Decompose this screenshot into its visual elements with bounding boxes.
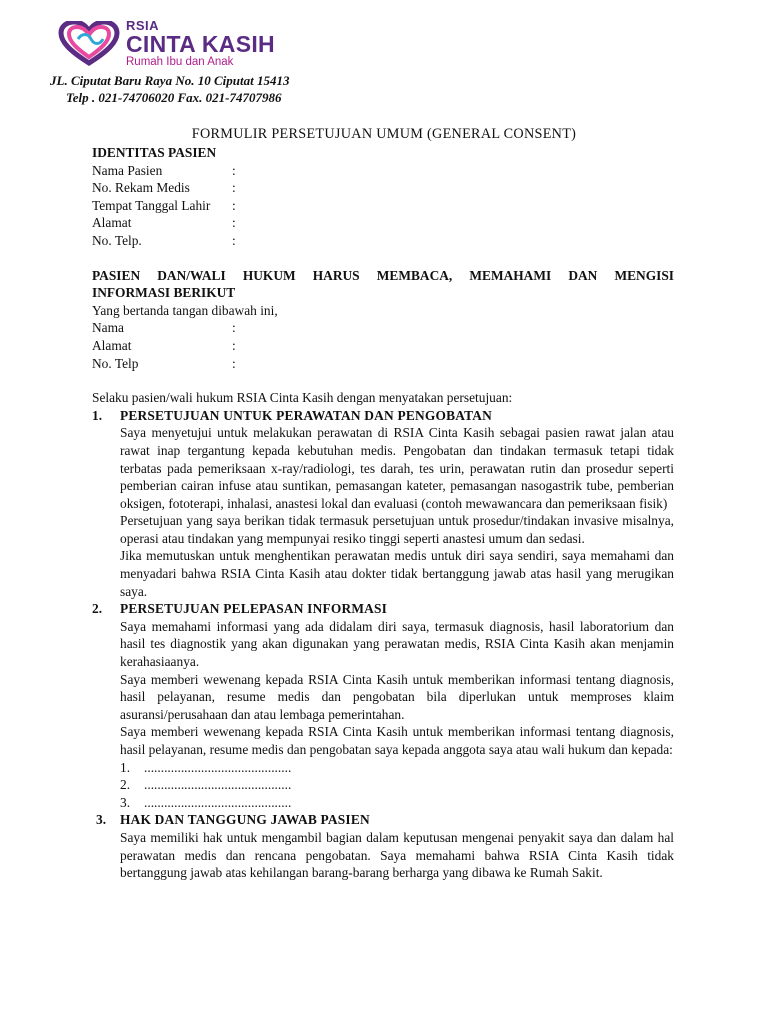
logo-small-text: RSIA xyxy=(126,18,160,34)
field-row-ttl: Tempat Tanggal Lahir : xyxy=(92,197,236,213)
field-label: Nama xyxy=(92,320,124,336)
consent-intro: Selaku pasien/wali hukum RSIA Cinta Kasih dengan menyatakan persetujuan: xyxy=(92,390,513,406)
field-row-nama: Nama : xyxy=(92,320,236,336)
field-row-telp: No. Telp : xyxy=(92,355,236,371)
field-row-nama-pasien: Nama Pasien : xyxy=(92,162,236,178)
logo-name: CINTA KASIH xyxy=(126,31,275,58)
field-label: No. Rekam Medis xyxy=(92,180,190,196)
field-label: Alamat xyxy=(92,215,132,231)
guardian-fields xyxy=(92,319,674,372)
field-label: Nama Pasien xyxy=(92,162,163,178)
guardian-heading: PASIEN DAN/WALI HUKUM HARUS MEMBACA, MEMAHAMI DAN MENGISI INFORMASI BERIKUT xyxy=(92,267,674,301)
address-line: JL. Ciputat Baru Raya No. 10 Ciputat 15413 xyxy=(50,73,290,88)
field-row-alamat: Alamat : xyxy=(92,215,236,231)
field-label: No. Telp xyxy=(92,355,139,371)
section-paragraph: Saya memahami informasi yang ada didalam diri saya, termasuk diagnosis, hasil laboratorium dan hasil tes diagnostik yang akan digunakan yang perawatan medis, RSIA Cinta Kasih akan menjamin kerahasiaanya. xyxy=(120,618,674,670)
section-paragraph: Saya memberi wewenang kepada RSIA Cinta Kasih untuk memberikan informasi tentang diagnosis, hasil pelayanan, resume medis dan pengobatan saya kepada anggota saya atau wali hukum dan kepada: xyxy=(120,724,674,757)
fill-in-line: ............................................ xyxy=(144,759,292,775)
section-title: HAK DAN TANGGUNG JAWAB PASIEN xyxy=(120,812,370,828)
identity-fields xyxy=(92,162,674,250)
field-row-alamat: Alamat : xyxy=(92,337,236,353)
section-paragraph: Saya menyetujui untuk melakukan perawatan di RSIA Cinta Kasih sebagai pasien rawat jalan atau rawat inap tergantung kepada kebutuhan medis. Pengobatan dan tindakan termasuk tetapi tidak terbatas pada pemeriksaan x-ray/radiologi, tes darah, tes urin, perawatan rutin dan prosedur seperti pemberian cairan infuse atau suntikan, pemasangan kateter, pemasangan nasogastrik tube, pemberian oksigen, fototerapi, inhalasi, anastesi lokal dan evaluasi (contoh mewawancara dan pemeriksaan fisik) xyxy=(120,425,674,511)
section-information-release xyxy=(92,600,674,811)
section-patient-rights xyxy=(92,811,674,881)
field-row-rekam-medis: No. Rekam Medis : xyxy=(92,180,236,196)
section-paragraph: Saya memiliki hak untuk mengambil bagian dalam keputusan mengenai penyakit saya dan dalam hal perawatan medis dan rencana pengobatan. Saya memahami bahwa RSIA Cinta Kasih tidak bertanggung jawab atas kehilangan barang-barang berharga yang dibawa ke Rumah Sakit. xyxy=(120,829,674,881)
fill-in-line: ............................................ xyxy=(144,794,292,810)
form-body xyxy=(92,144,674,882)
section-paragraph: Persetujuan yang saya berikan tidak termasuk persetujuan untuk prosedur/tindakan invasive misalnya, operasi atau tindakan yang mempunyai resiko tinggi seperti anastesi umum dan sedasi. xyxy=(120,513,674,546)
authorized-persons-list xyxy=(120,759,674,812)
section-title: PERSETUJUAN UNTUK PERAWATAN DAN PENGOBATAN xyxy=(120,407,492,423)
section-number: 1. xyxy=(92,407,103,423)
identity-heading: IDENTITAS PASIEN xyxy=(92,145,217,160)
list-item: 2. ............................................ xyxy=(120,777,292,793)
field-row-telp: No. Telp. : xyxy=(92,232,236,248)
list-item: 1. ............................................ xyxy=(120,759,292,775)
section-treatment-consent xyxy=(92,407,674,601)
section-paragraph: Jika memutuskan untuk menghentikan perawatan medis untuk diri saya sendiri, saya memahami dan menyadari bahwa RSIA Cinta Kasih atau dokter tidak bertanggung jawab atas hasil yang merugikan saya. xyxy=(120,548,674,599)
form-title: FORMULIR PERSETUJUAN UMUM (GENERAL CONSENT) xyxy=(191,126,577,142)
hospital-logo xyxy=(58,18,275,70)
field-label: Alamat xyxy=(92,337,132,353)
list-item: 3. ............................................ xyxy=(120,794,292,810)
section-number: 2. xyxy=(92,601,103,617)
field-label: No. Telp. xyxy=(92,232,142,248)
contact-line: Telp . 021-74706020 Fax. 021-74707986 xyxy=(66,90,282,105)
heart-logo-icon xyxy=(58,21,120,67)
guardian-intro: Yang bertanda tangan dibawah ini, xyxy=(92,302,278,318)
fill-in-line: ............................................ xyxy=(144,777,292,793)
section-paragraph: Saya memberi wewenang kepada RSIA Cinta Kasih untuk memberikan informasi tentang diagnosis, hasil pelayanan, resume medis dan pengobatan bila diperlukan untuk memproses klaim asuransi/perusahaan dan atau lembaga pemerintahan. xyxy=(120,671,674,722)
logo-tagline: Rumah Ibu dan Anak xyxy=(126,56,234,69)
field-label: Tempat Tanggal Lahir xyxy=(92,197,211,213)
section-number: 3. xyxy=(96,812,107,828)
section-title: PERSETUJUAN PELEPASAN INFORMASI xyxy=(120,601,388,617)
